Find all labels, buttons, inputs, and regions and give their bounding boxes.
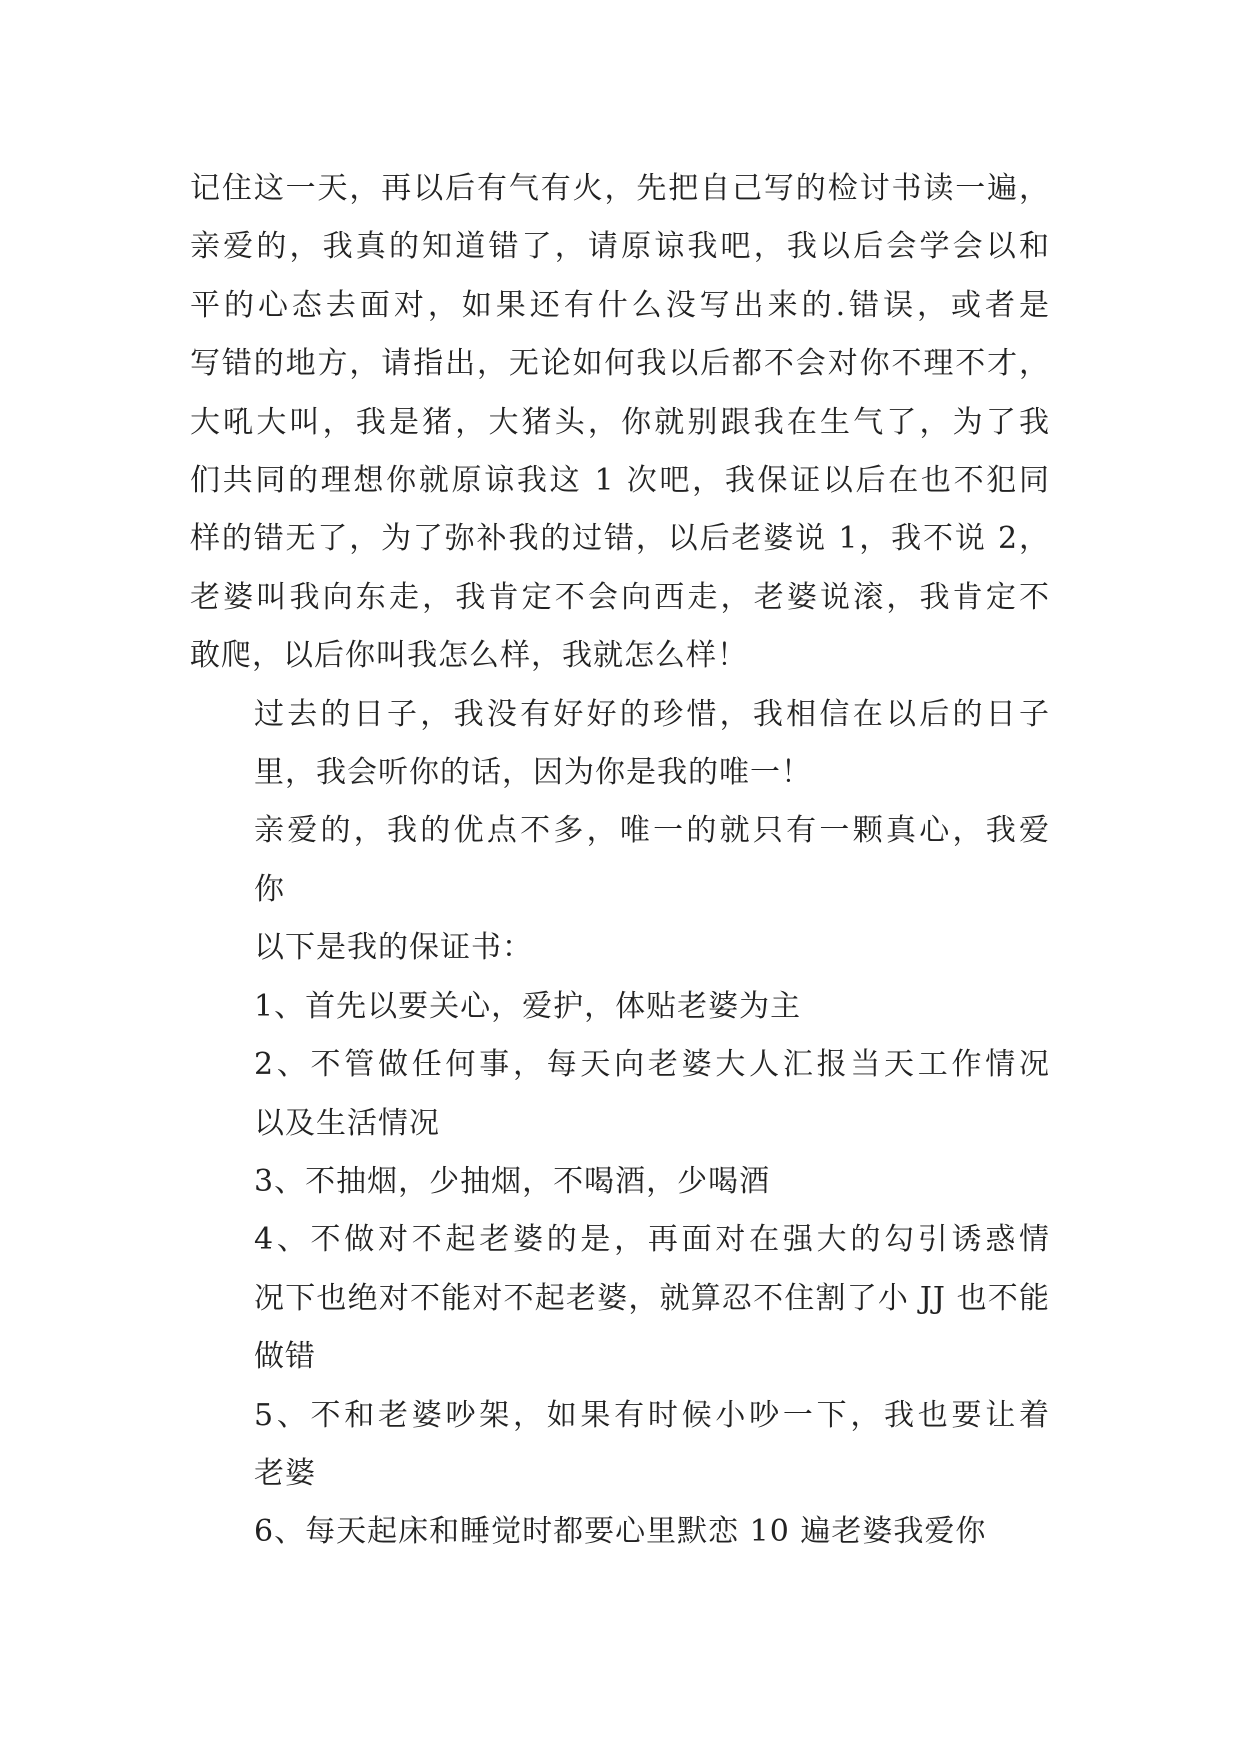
text-line: 以及生活情况: [254, 1105, 440, 1141]
text-line: 3、不抽烟，少抽烟，不喝酒，少喝酒: [254, 1163, 771, 1199]
text-line: 样的错无了，为了弥补我的过错，以后老婆说 1，我不说 2，: [190, 521, 1050, 557]
text-line: 2、不管做任何事，每天向老婆大人汇报当天工作情况: [254, 1047, 1050, 1083]
text-line: 里，我会听你的话，因为你是我的唯一！: [254, 755, 812, 791]
text-line: 老婆: [254, 1455, 316, 1491]
text-line: 你: [254, 871, 285, 907]
text-line: 做错: [254, 1339, 316, 1375]
text-line: 平的心态去面对，如果还有什么没写出来的.错误，或者是: [190, 287, 1050, 323]
pledge-item-5: [190, 1387, 1050, 1504]
text-line: 过去的日子，我没有好好的珍惜，我相信在以后的日子: [254, 696, 1050, 732]
text-line: 亲爱的，我的优点不多，唯一的就只有一颗真心，我爱: [254, 813, 1050, 849]
pledge-item-4: [190, 1211, 1050, 1386]
pledge-item-2: [190, 1036, 1050, 1153]
text-line: 敢爬，以后你叫我怎么样，我就怎么样！: [190, 638, 748, 674]
text-line: 写错的地方，请指出，无论如何我以后都不会对你不理不才，: [190, 346, 1050, 382]
text-line: 4、不做对不起老婆的是，再面对在强大的勾引诱惑情: [254, 1222, 1050, 1258]
text-line: 大吼大叫，我是猪，大猪头，你就别跟我在生气了，为了我: [190, 404, 1050, 440]
paragraph-2: [190, 686, 1050, 803]
text-line: 记住这一天，再以后有气有火，先把自己写的检讨书读一遍，: [190, 171, 1050, 206]
paragraph-3: [190, 802, 1050, 919]
paragraph-4: [190, 919, 1050, 977]
text-line: 况下也绝对不能对不起老婆，就算忍不住割了小 JJ 也不能: [254, 1280, 1050, 1316]
text-line: 1、首先以要关心，爱护，体贴老婆为主: [254, 988, 802, 1024]
paragraph-1: [190, 160, 1050, 686]
text-line: 亲爱的，我真的知道错了，请原谅我吧，我以后会学会以和: [190, 229, 1050, 265]
pledge-item-3: [190, 1153, 1050, 1211]
text-line: 6、每天起床和睡觉时都要心里默恋 10 遍老婆我爱你: [254, 1514, 987, 1550]
text-line: 5、不和老婆吵架，如果有时候小吵一下，我也要让着: [254, 1397, 1050, 1433]
text-line: 们共同的理想你就原谅我这 1 次吧，我保证以后在也不犯同: [190, 463, 1050, 499]
document-body: [190, 160, 1050, 1562]
text-line: 老婆叫我向东走，我肯定不会向西走，老婆说滚，我肯定不: [190, 579, 1050, 615]
pledge-item-6: [190, 1503, 1050, 1561]
pledge-item-1: [190, 978, 1050, 1036]
text-line: 以下是我的保证书：: [254, 930, 533, 966]
